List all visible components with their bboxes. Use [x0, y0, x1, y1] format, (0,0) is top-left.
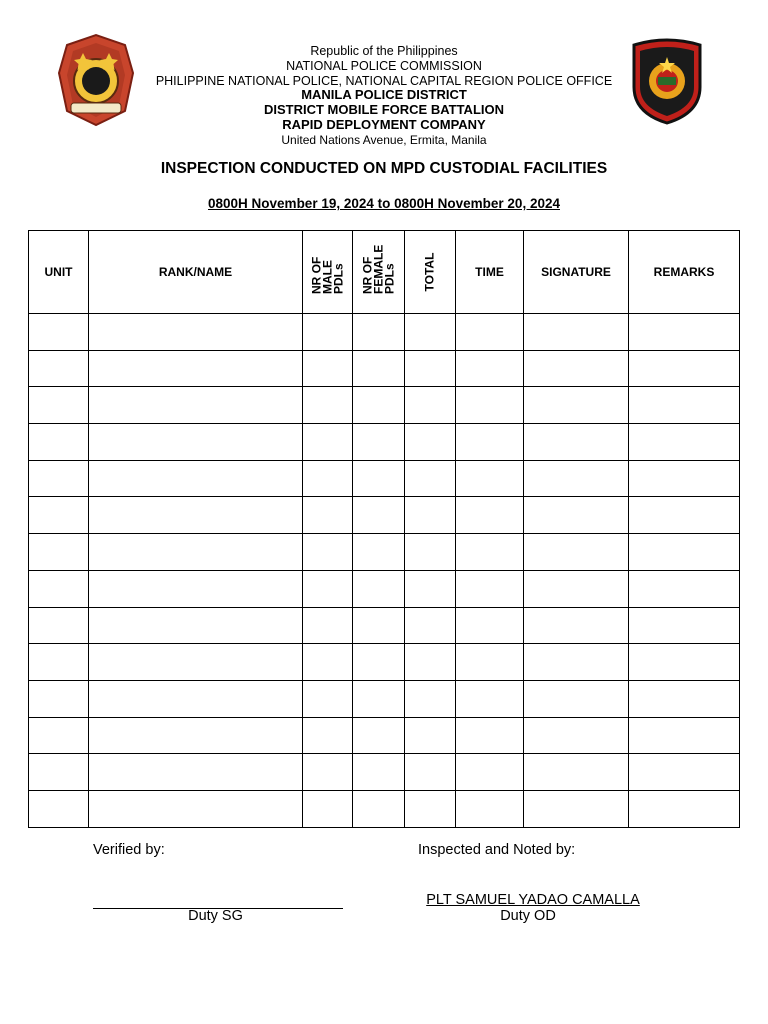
inspected-by-label: Inspected and Noted by: [418, 842, 576, 858]
table-cell[interactable] [353, 607, 405, 644]
table-header-row [29, 231, 740, 314]
table-cell[interactable] [303, 350, 353, 387]
verified-role: Duty SG [188, 908, 243, 924]
table-cell[interactable] [405, 790, 456, 827]
table-cell[interactable] [353, 534, 405, 571]
inspection-table [28, 230, 740, 828]
table-row [29, 570, 740, 607]
table-row [29, 680, 740, 717]
letterhead-address: United Nations Avenue, Ermita, Manila [281, 132, 487, 147]
table-row [29, 460, 740, 497]
table-cell[interactable] [29, 754, 89, 791]
table-cell[interactable] [303, 790, 353, 827]
table-cell[interactable] [89, 350, 303, 387]
table-cell[interactable] [89, 717, 303, 754]
table-cell[interactable] [353, 680, 405, 717]
table-cell[interactable] [456, 790, 524, 827]
table-cell[interactable] [405, 754, 456, 791]
table-cell[interactable] [89, 680, 303, 717]
table-cell[interactable] [303, 680, 353, 717]
table-cell[interactable] [303, 534, 353, 571]
verified-by-label: Verified by: [93, 842, 165, 858]
table-row [29, 790, 740, 827]
table-cell[interactable] [353, 790, 405, 827]
table-cell[interactable] [353, 424, 405, 461]
letterhead-battalion: DISTRICT MOBILE FORCE BATTALION [264, 102, 504, 118]
table-cell[interactable] [29, 534, 89, 571]
table-cell[interactable] [405, 424, 456, 461]
col-total-label: TOTAL [422, 252, 437, 292]
table-cell[interactable] [405, 497, 456, 534]
table-cell[interactable] [629, 754, 740, 791]
table-cell[interactable] [629, 534, 740, 571]
letterhead-company: RAPID DEPLOYMENT COMPANY [282, 116, 486, 132]
letterhead [0, 44, 768, 148]
table-cell[interactable] [405, 460, 456, 497]
inspected-role: Duty OD [500, 908, 556, 924]
table-cell[interactable] [29, 717, 89, 754]
table-cell[interactable] [89, 790, 303, 827]
table-row [29, 717, 740, 754]
table-cell[interactable] [456, 717, 524, 754]
table-cell[interactable] [29, 424, 89, 461]
table-cell[interactable] [524, 790, 629, 827]
table-cell[interactable] [405, 314, 456, 351]
table-cell[interactable] [629, 314, 740, 351]
col-female-pdls [353, 231, 405, 314]
table-cell[interactable] [29, 680, 89, 717]
table-cell[interactable] [89, 534, 303, 571]
table-cell[interactable] [405, 644, 456, 681]
table-cell[interactable] [353, 460, 405, 497]
table-cell[interactable] [629, 460, 740, 497]
table-cell[interactable] [89, 387, 303, 424]
table-row [29, 314, 740, 351]
table-cell[interactable] [303, 717, 353, 754]
table-cell[interactable] [353, 350, 405, 387]
table-cell[interactable] [29, 497, 89, 534]
table-cell[interactable] [29, 387, 89, 424]
table-cell[interactable] [303, 607, 353, 644]
table-cell[interactable] [629, 424, 740, 461]
table-cell[interactable] [524, 570, 629, 607]
table-cell[interactable] [303, 314, 353, 351]
table-cell[interactable] [456, 534, 524, 571]
table-row [29, 350, 740, 387]
table-cell[interactable] [456, 497, 524, 534]
table-cell[interactable] [353, 570, 405, 607]
table-cell[interactable] [456, 350, 524, 387]
table-cell[interactable] [405, 570, 456, 607]
table-cell[interactable] [353, 387, 405, 424]
col-rank-name: RANK/NAME [89, 231, 303, 314]
table-cell[interactable] [29, 607, 89, 644]
table-row [29, 644, 740, 681]
table-cell[interactable] [89, 460, 303, 497]
table-cell[interactable] [405, 534, 456, 571]
col-signature: SIGNATURE [524, 231, 629, 314]
table-cell[interactable] [353, 644, 405, 681]
table-cell[interactable] [629, 680, 740, 717]
table-cell[interactable] [29, 644, 89, 681]
table-cell[interactable] [353, 754, 405, 791]
letterhead-republic: Republic of the Philippines [310, 44, 458, 58]
table-cell[interactable] [303, 460, 353, 497]
table-cell[interactable] [456, 607, 524, 644]
col-total [405, 231, 456, 314]
table-body [29, 314, 740, 828]
table-cell[interactable] [629, 387, 740, 424]
table-cell[interactable] [524, 680, 629, 717]
table-cell[interactable] [405, 350, 456, 387]
table-cell[interactable] [29, 460, 89, 497]
table-cell[interactable] [405, 717, 456, 754]
table-cell[interactable] [29, 790, 89, 827]
table-cell[interactable] [456, 680, 524, 717]
table-cell[interactable] [29, 314, 89, 351]
table-cell[interactable] [456, 754, 524, 791]
letterhead-pnp-ncrpo: PHILIPPINE NATIONAL POLICE, NATIONAL CAPITAL REGION POLICE OFFICE [155, 73, 613, 88]
table-cell[interactable] [524, 717, 629, 754]
letterhead-mpd: MANILA POLICE DISTRICT [301, 87, 467, 103]
col-remarks: REMARKS [629, 231, 740, 314]
table-cell[interactable] [524, 497, 629, 534]
col-unit: UNIT [29, 231, 89, 314]
table-cell[interactable] [524, 314, 629, 351]
table-cell[interactable] [524, 754, 629, 791]
table-cell[interactable] [303, 644, 353, 681]
table-cell[interactable] [629, 717, 740, 754]
table-cell[interactable] [524, 644, 629, 681]
table-cell[interactable] [456, 387, 524, 424]
table-row [29, 607, 740, 644]
table-row [29, 387, 740, 424]
table-cell[interactable] [353, 314, 405, 351]
table-cell[interactable] [29, 350, 89, 387]
table-cell[interactable] [89, 754, 303, 791]
col-time: TIME [456, 231, 524, 314]
table-cell[interactable] [89, 314, 303, 351]
table-cell[interactable] [629, 607, 740, 644]
table-cell[interactable] [303, 570, 353, 607]
table-cell[interactable] [89, 607, 303, 644]
table-cell[interactable] [456, 460, 524, 497]
table-cell[interactable] [89, 644, 303, 681]
table-cell[interactable] [405, 680, 456, 717]
table-cell[interactable] [524, 424, 629, 461]
table-cell[interactable] [629, 570, 740, 607]
document-period [0, 196, 768, 211]
table-cell[interactable] [629, 790, 740, 827]
table-cell[interactable] [629, 350, 740, 387]
col-female-pdls-label: NR OF FEMALE PDLs [360, 244, 396, 294]
table-cell[interactable] [303, 387, 353, 424]
table-cell[interactable] [456, 314, 524, 351]
table-cell[interactable] [629, 497, 740, 534]
table-cell[interactable] [303, 424, 353, 461]
table-cell[interactable] [29, 570, 89, 607]
table-cell[interactable] [89, 497, 303, 534]
table-cell[interactable] [405, 607, 456, 644]
col-male-pdls [303, 231, 353, 314]
table-cell[interactable] [456, 424, 524, 461]
table-cell[interactable] [456, 644, 524, 681]
table-row [29, 424, 740, 461]
table-row [29, 497, 740, 534]
period-text: 0800H November 19, 2024 to 0800H November 20, 2024 [208, 196, 560, 211]
table-cell[interactable] [353, 497, 405, 534]
table-row [29, 534, 740, 571]
document-title: INSPECTION CONDUCTED ON MPD CUSTODIAL FACILITIES [160, 160, 608, 177]
table-cell[interactable] [524, 534, 629, 571]
table-cell[interactable] [629, 644, 740, 681]
col-male-pdls-label: NR OF MALE PDLs [309, 256, 346, 294]
letterhead-napolcom: NATIONAL POLICE COMMISSION [286, 58, 482, 73]
inspector-name: PLT SAMUEL YADAO CAMALLA [426, 892, 640, 908]
table-cell[interactable] [353, 717, 405, 754]
table-cell[interactable] [524, 350, 629, 387]
table-row [29, 754, 740, 791]
table-cell[interactable] [524, 460, 629, 497]
table-cell[interactable] [524, 387, 629, 424]
table-cell[interactable] [456, 570, 524, 607]
table-cell[interactable] [405, 387, 456, 424]
table-cell[interactable] [89, 570, 303, 607]
table-cell[interactable] [303, 754, 353, 791]
table-cell[interactable] [303, 497, 353, 534]
table-cell[interactable] [524, 607, 629, 644]
table-cell[interactable] [89, 424, 303, 461]
